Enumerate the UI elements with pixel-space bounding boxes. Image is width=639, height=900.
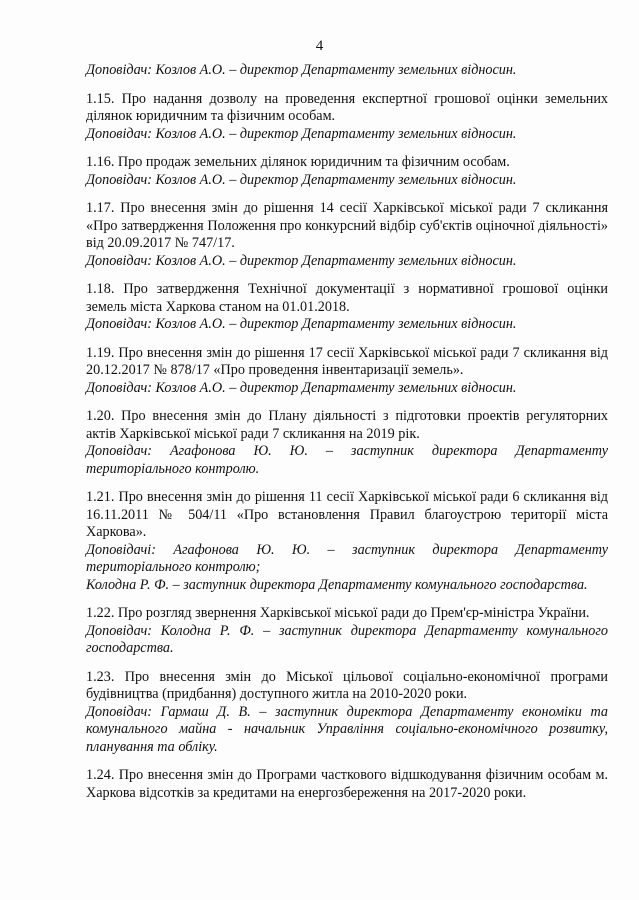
agenda-item bbox=[86, 669, 608, 757]
agenda-item-title bbox=[86, 345, 608, 380]
agenda-item-title bbox=[86, 91, 608, 126]
agenda-item-number: 1.22. bbox=[86, 605, 115, 621]
speaker-line: Доповідач: Козлов А.О. – директор Департаменту земельних відносин. bbox=[86, 316, 517, 332]
agenda-item-text: Про внесення змін до рішення 17 сесії Харківської міської ради 7 скликання від 20.12.2017 № 878/17 «Про проведення інвентаризації земель». bbox=[86, 344, 609, 378]
agenda-item-number: 1.17. bbox=[86, 200, 115, 216]
agenda-item bbox=[86, 281, 608, 334]
agenda-item-text: Про внесення змін до Плану діяльності з підготовки проектів регуляторних актів Харківської міської ради 7 скликання на 2019 рік. bbox=[86, 408, 609, 442]
speaker-line: Доповідач: Агафонова Ю. Ю. – заступник директора Департаменту територіального контролю. bbox=[86, 443, 608, 477]
agenda-item-text: Про продаж земельних ділянок юридичним та фізичним особам. bbox=[117, 154, 510, 170]
speaker-line: Колодна Р. Ф. – заступник директора Департаменту комунального господарства. bbox=[86, 576, 588, 593]
speaker-line: Доповідачі: Агафонова Ю. Ю. – заступник директора Департаменту територіального контролю; bbox=[86, 541, 608, 575]
agenda-item-number: 1.20. bbox=[86, 408, 115, 424]
agenda-item bbox=[86, 767, 608, 802]
agenda-item-number: 1.19. bbox=[86, 344, 115, 361]
agenda-item-number: 1.24. bbox=[86, 767, 115, 783]
agenda-item-text: Про розгляд звернення Харківської міської ради до Прем'єр-міністра України. bbox=[117, 605, 590, 621]
agenda-item-text: Про внесення змін до Міської цільової соціально-економічної програми будівництва (придбання) доступного житла на 2010-2020 роки. bbox=[86, 668, 609, 702]
agenda-content bbox=[86, 62, 608, 813]
speaker-line: Доповідач: Козлов А.О. – директор Департаменту земельних відносин. bbox=[86, 379, 517, 396]
agenda-item-title bbox=[86, 767, 608, 802]
agenda-item-text: Про внесення змін до Програми часткового відшкодування фізичним особам м. Харкова відсотків за кредитами на енергозбереження на 2017-2020 роки. bbox=[86, 767, 608, 801]
agenda-item-number: 1.16. bbox=[86, 154, 115, 170]
speaker-line: Доповідач: Колодна Р. Ф. – заступник директора Департаменту комунального господарства. bbox=[86, 622, 608, 656]
agenda-item-text: Про внесення змін до рішення 11 сесії Харківської міської ради 6 скликання від 16.11.2011 № 504/11 «Про встановлення Правил благоустрою території міста Харкова». bbox=[86, 489, 609, 540]
agenda-item bbox=[86, 489, 608, 594]
agenda-item-number: 1.21. bbox=[86, 489, 115, 505]
agenda-item bbox=[86, 345, 608, 398]
agenda-item-title bbox=[86, 489, 608, 542]
agenda-item-title bbox=[86, 605, 608, 623]
speaker-line: Доповідач: Козлов А.О. – директор Департаменту земельних відносин. bbox=[86, 62, 517, 78]
agenda-items bbox=[86, 91, 608, 803]
agenda-item bbox=[86, 154, 608, 189]
speaker-line: Доповідач: Козлов А.О. – директор Департаменту земельних відносин. bbox=[86, 252, 517, 269]
agenda-item bbox=[86, 200, 608, 270]
agenda-item-title bbox=[86, 200, 608, 253]
agenda-item-text: Про надання дозволу на проведення експертної грошової оцінки земельних ділянок юридичним та фізичним особам. bbox=[86, 90, 609, 124]
page-number: 4 bbox=[315, 38, 324, 54]
agenda-item bbox=[86, 605, 608, 658]
agenda-item-title bbox=[86, 669, 608, 704]
agenda-item-text: Про внесення змін до рішення 14 сесії Харківської міської ради 7 скликання «Про затвердження Положення про конкурсний відбір суб'єктів оціночної діяльності» від 20.09.2017 № 747/17. bbox=[86, 200, 608, 251]
agenda-item-number: 1.15. bbox=[86, 90, 115, 107]
speaker-line: Доповідач: Козлов А.О. – директор Департаменту земельних відносин. bbox=[86, 125, 517, 142]
agenda-item-number: 1.18. bbox=[86, 281, 115, 297]
speaker-line: Доповідач: Козлов А.О. – директор Департаменту земельних відносин. bbox=[86, 171, 517, 188]
speaker-line: Доповідач: Гармаш Д. В. – заступник директора Департаменту економіки та комунального майна - начальник Управління соціально-економічного розвитку, планування та обліку. bbox=[86, 703, 608, 755]
agenda-item-title bbox=[86, 408, 608, 443]
agenda-item-title bbox=[86, 281, 608, 316]
agenda-item-text: Про затвердження Технічної документації з нормативної грошової оцінки земель міста Харкова станом на 01.01.2018. bbox=[86, 281, 609, 315]
agenda-item bbox=[86, 408, 608, 478]
agenda-item bbox=[86, 91, 608, 144]
agenda-item-number: 1.23. bbox=[86, 668, 115, 685]
agenda-item-title bbox=[86, 154, 608, 172]
